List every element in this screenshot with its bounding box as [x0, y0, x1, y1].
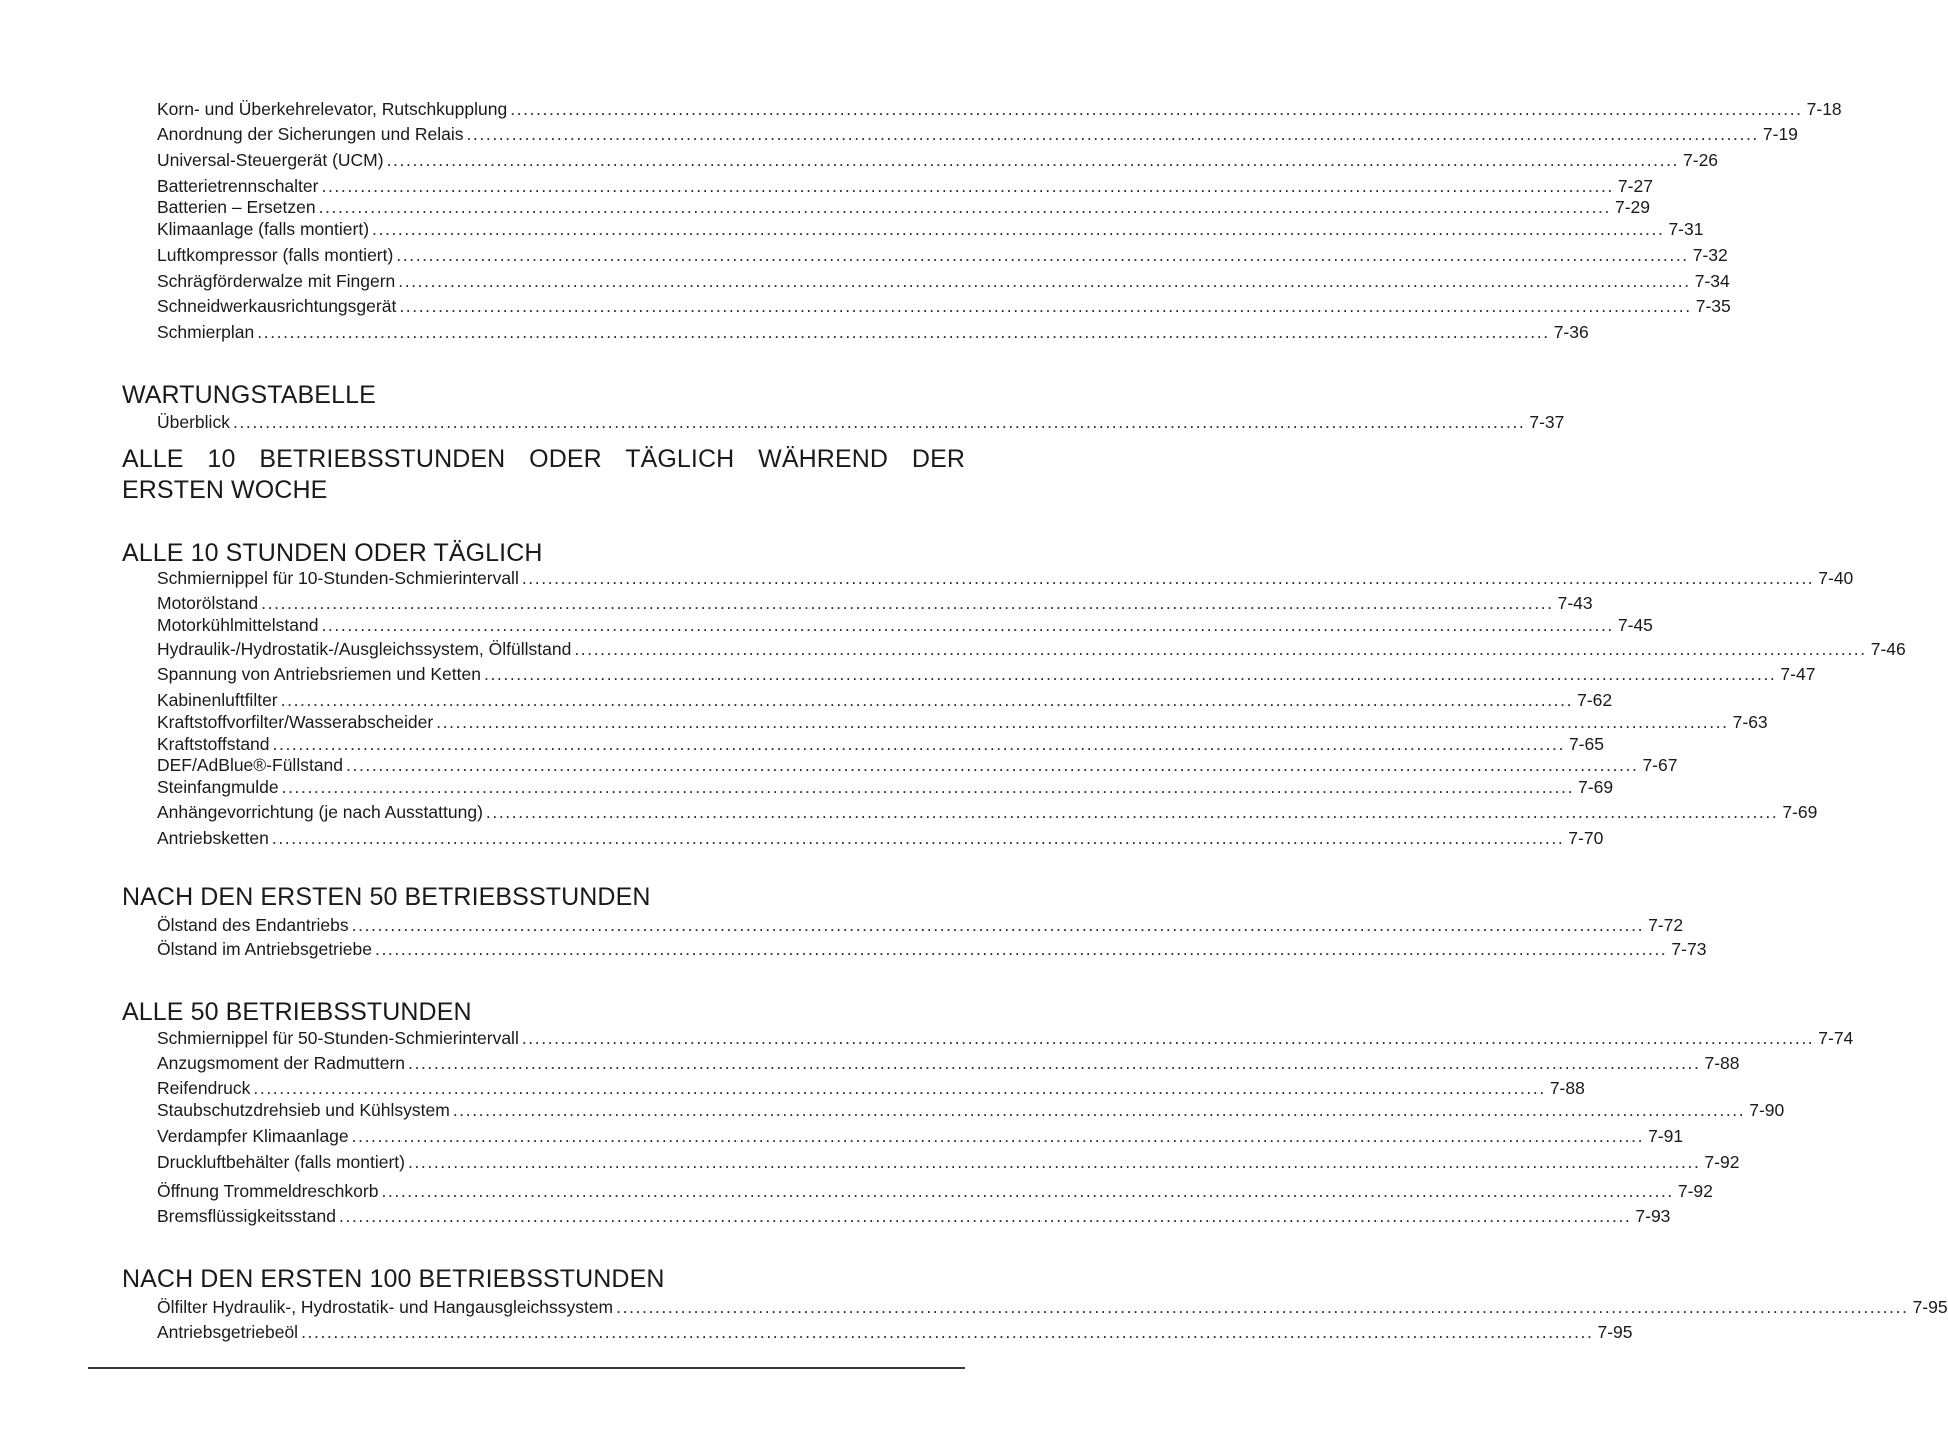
- toc-entry-title: Spannung von Antriebsriemen und Ketten: [157, 664, 481, 684]
- dot-leader: ........................................................................................................................................................................................................: [381, 1181, 1674, 1201]
- bottom-rule: [88, 1367, 965, 1369]
- section-heading: NACH DEN ERSTEN 50 BETRIEBSSTUNDEN: [122, 883, 651, 911]
- dot-leader: ........................................................................................................................................................................................................: [321, 176, 1614, 196]
- dot-leader: ........................................................................................................................................................................................................: [483, 664, 1777, 684]
- toc-entry[interactable]: [157, 664, 1816, 684]
- toc-entry-page: 7-95: [1912, 1297, 1948, 1317]
- dot-leader: ........................................................................................................................................................................................................: [466, 124, 1759, 144]
- toc-entry-title: Öffnung Trommeldreschkorb: [157, 1181, 379, 1201]
- dot-leader: ........................................................................................................................................................................................................: [485, 802, 1779, 822]
- toc-entry-title: Schmiernippel für 10-Stunden-Schmierintervall: [157, 568, 519, 588]
- dot-leader: ........................................................................................................................................................................................................: [301, 1322, 1594, 1342]
- toc-entry-title: Überblick: [157, 412, 230, 432]
- dot-leader: ........................................................................................................................................................................................................: [346, 755, 1639, 775]
- toc-entry-title: Antriebsketten: [157, 828, 269, 848]
- toc-entry-page: 7-40: [1818, 568, 1854, 588]
- toc-entry-page: 7-74: [1818, 1028, 1854, 1048]
- toc-entry-page: 7-70: [1568, 828, 1604, 848]
- dot-leader: ........................................................................................................................................................................................................: [398, 271, 1691, 291]
- toc-entry-page: 7-18: [1806, 99, 1842, 119]
- toc-entry-title: Klimaanlage (falls montiert): [157, 219, 370, 239]
- toc-entry-title: DEF/AdBlue®-Füllstand: [157, 755, 344, 775]
- dot-leader: ........................................................................................................................................................................................................: [408, 1053, 1701, 1073]
- toc-entry-page: 7-65: [1568, 734, 1604, 754]
- toc-entry[interactable]: [157, 124, 1798, 144]
- section-heading: NACH DEN ERSTEN 100 BETRIEBSSTUNDEN: [122, 1265, 665, 1293]
- toc-entry-page: 7-63: [1732, 712, 1768, 732]
- dot-leader: ........................................................................................................................................................................................................: [372, 219, 1665, 239]
- toc-entry-title: Bremsflüssigkeitsstand: [157, 1206, 336, 1226]
- toc-entry-title: Ölstand im Antriebsgetriebe: [157, 939, 372, 959]
- toc-entry-page: 7-88: [1549, 1078, 1585, 1098]
- dot-leader: ........................................................................................................................................................................................................: [521, 1028, 1815, 1048]
- toc-entry-title: Steinfangmulde: [157, 777, 279, 797]
- toc-entry-page: 7-90: [1749, 1100, 1785, 1120]
- dot-leader: ........................................................................................................................................................................................................: [396, 245, 1689, 265]
- toc-entry-title: Universal-Steuergerät (UCM): [157, 150, 384, 170]
- dot-leader: ........................................................................................................................................................................................................: [510, 99, 1803, 119]
- toc-entry-page: 7-47: [1780, 664, 1816, 684]
- toc-entry[interactable]: [157, 712, 1768, 732]
- toc-entry-page: 7-91: [1648, 1126, 1684, 1146]
- dot-leader: ........................................................................................................................................................................................................: [374, 939, 1668, 959]
- toc-entry-title: Batterien – Ersetzen: [157, 197, 316, 217]
- toc-entry-title: Ölfilter Hydraulik-, Hydrostatik- und Hangausgleichssystem: [157, 1297, 614, 1317]
- toc-entry[interactable]: [157, 99, 1842, 119]
- toc-entry[interactable]: [157, 322, 1589, 342]
- dot-leader: ........................................................................................................................................................................................................: [257, 322, 1550, 342]
- dot-leader: ........................................................................................................................................................................................................: [321, 615, 1614, 635]
- toc-entry-title: Kabinenluftfilter: [157, 690, 278, 710]
- section-heading: ALLE 50 BETRIEBSSTUNDEN: [122, 998, 472, 1026]
- toc-entry-title: Batterietrennschalter: [157, 176, 319, 196]
- toc-entry-page: 7-46: [1870, 639, 1906, 659]
- toc-entry-page: 7-93: [1635, 1206, 1671, 1226]
- dot-leader: ........................................................................................................................................................................................................: [386, 150, 1680, 170]
- toc-entry-page: 7-73: [1671, 939, 1707, 959]
- dot-leader: ........................................................................................................................................................................................................: [318, 197, 1611, 217]
- toc-entry[interactable]: [157, 734, 1604, 754]
- toc-entry[interactable]: [157, 219, 1704, 239]
- dot-leader: ........................................................................................................................................................................................................: [272, 734, 1565, 754]
- toc-entry-title: Anhängevorrichtung (je nach Ausstattung): [157, 802, 483, 822]
- toc-entry-title: Motorkühlmittelstand: [157, 615, 319, 635]
- toc-entry-title: Schmierplan: [157, 322, 255, 342]
- section-heading: ALLE 10 BETRIEBSSTUNDEN ODER TÄGLICH WÄHREND DER ERSTEN WOCHE: [122, 445, 965, 504]
- toc-entry-title: Schrägförderwalze mit Fingern: [157, 271, 396, 291]
- toc-entry-page: 7-31: [1668, 219, 1704, 239]
- toc-entry-page: 7-67: [1642, 755, 1678, 775]
- toc-entry-title: Schneidwerkausrichtungsgerät: [157, 296, 397, 316]
- toc-entry[interactable]: [157, 245, 1728, 265]
- toc-entry[interactable]: [157, 1078, 1585, 1098]
- dot-leader: ........................................................................................................................................................................................................: [351, 915, 1645, 935]
- toc-entry-page: 7-72: [1648, 915, 1684, 935]
- toc-entry-title: Ölstand des Endantriebs: [157, 915, 349, 935]
- dot-leader: ........................................................................................................................................................................................................: [232, 412, 1526, 432]
- toc-entry-page: 7-36: [1553, 322, 1589, 342]
- toc-entry[interactable]: [157, 1028, 1854, 1048]
- toc-entry-page: 7-37: [1529, 412, 1565, 432]
- toc-entry[interactable]: [157, 755, 1678, 775]
- toc-entry[interactable]: [157, 1181, 1713, 1201]
- toc-entry[interactable]: [157, 690, 1613, 710]
- toc-entry[interactable]: [157, 639, 1906, 659]
- dot-leader: ........................................................................................................................................................................................................: [261, 593, 1554, 613]
- toc-entry-page: 7-92: [1704, 1152, 1740, 1172]
- toc-entry-page: 7-35: [1695, 296, 1731, 316]
- section-heading: WARTUNGSTABELLE: [122, 381, 376, 409]
- toc-entry-title: Anzugsmoment der Radmuttern: [157, 1053, 406, 1073]
- toc-entry-page: 7-43: [1557, 593, 1593, 613]
- toc-entry-title: Hydraulik-/Hydrostatik-/Ausgleichssystem, Ölfüllstand: [157, 639, 572, 659]
- toc-entry[interactable]: [157, 150, 1719, 170]
- section-heading: ALLE 10 STUNDEN ODER TÄGLICH: [122, 539, 543, 567]
- toc-entry-page: 7-27: [1617, 176, 1653, 196]
- toc-entry-page: 7-69: [1782, 802, 1818, 822]
- dot-leader: ........................................................................................................................................................................................................: [574, 639, 1867, 659]
- toc-entry[interactable]: [157, 939, 1707, 959]
- dot-leader: ........................................................................................................................................................................................................: [351, 1126, 1645, 1146]
- toc-entry[interactable]: [157, 1053, 1740, 1073]
- dot-leader: ........................................................................................................................................................................................................: [399, 296, 1692, 316]
- dot-leader: ........................................................................................................................................................................................................: [271, 828, 1565, 848]
- toc-entry[interactable]: [157, 615, 1653, 635]
- toc-entry-page: 7-29: [1614, 197, 1651, 217]
- toc-entry-title: Schmiernippel für 50-Stunden-Schmierintervall: [157, 1028, 519, 1048]
- toc-entry-title: Kraftstoffvorfilter/Wasserabscheider: [157, 712, 434, 732]
- toc-entry-title: Verdampfer Klimaanlage: [157, 1126, 349, 1146]
- toc-entry[interactable]: [157, 777, 1614, 797]
- dot-leader: ........................................................................................................................................................................................................: [408, 1152, 1701, 1172]
- toc-entry[interactable]: [157, 271, 1730, 291]
- toc-entry[interactable]: [157, 828, 1604, 848]
- dot-leader: ........................................................................................................................................................................................................: [436, 712, 1729, 732]
- toc-entry-title: Druckluftbehälter (falls montiert): [157, 1152, 405, 1172]
- toc-entry-page: 7-26: [1683, 150, 1719, 170]
- toc-entry[interactable]: [157, 568, 1854, 588]
- toc-entry-page: 7-95: [1597, 1322, 1633, 1342]
- toc-entry[interactable]: [157, 1152, 1740, 1172]
- toc-entry[interactable]: [157, 802, 1818, 822]
- toc-entry-title: Anordnung der Sicherungen und Relais: [157, 124, 464, 144]
- toc-entry-title: Luftkompressor (falls montiert): [157, 245, 394, 265]
- toc-entry-page: 7-62: [1577, 690, 1613, 710]
- toc-entry-title: Reifendruck: [157, 1078, 251, 1098]
- toc-entry-page: 7-45: [1617, 615, 1653, 635]
- dot-leader: ........................................................................................................................................................................................................: [280, 690, 1574, 710]
- toc-entry[interactable]: [157, 1126, 1684, 1146]
- dot-leader: ........................................................................................................................................................................................................: [521, 568, 1815, 588]
- toc-entry-page: 7-34: [1694, 271, 1730, 291]
- toc-entry-title: Staubschutzdrehsieb und Kühlsystem: [157, 1100, 450, 1120]
- dot-leader: ........................................................................................................................................................................................................: [281, 777, 1575, 797]
- toc-entry-page: 7-19: [1762, 124, 1798, 144]
- dot-leader: ........................................................................................................................................................................................................: [452, 1100, 1746, 1120]
- toc-entry-page: 7-69: [1578, 777, 1614, 797]
- dot-leader: ........................................................................................................................................................................................................: [338, 1206, 1632, 1226]
- dot-leader: ........................................................................................................................................................................................................: [616, 1297, 1909, 1317]
- toc-entry-title: Antriebsgetriebeöl: [157, 1322, 299, 1342]
- toc-entry-title: Motorölstand: [157, 593, 259, 613]
- toc-entry-title: Korn- und Überkehrelevator, Rutschkupplung: [157, 99, 508, 119]
- toc-entry-page: 7-32: [1692, 245, 1728, 265]
- toc-entry[interactable]: [157, 915, 1684, 935]
- toc-entry[interactable]: [157, 176, 1653, 196]
- toc-entry[interactable]: [157, 412, 1565, 432]
- toc-entry[interactable]: [157, 1322, 1633, 1342]
- toc-entry[interactable]: [157, 197, 1651, 217]
- toc-entry[interactable]: [157, 593, 1593, 613]
- toc-entry[interactable]: [157, 296, 1731, 316]
- toc-entry-title: Kraftstoffstand: [157, 734, 270, 754]
- dot-leader: ........................................................................................................................................................................................................: [253, 1078, 1546, 1098]
- toc-entry-page: 7-88: [1704, 1053, 1740, 1073]
- toc-entry[interactable]: [157, 1100, 1785, 1120]
- toc-entry-page: 7-92: [1677, 1181, 1713, 1201]
- toc-entry[interactable]: [157, 1297, 1948, 1317]
- toc-entry[interactable]: [157, 1206, 1671, 1226]
